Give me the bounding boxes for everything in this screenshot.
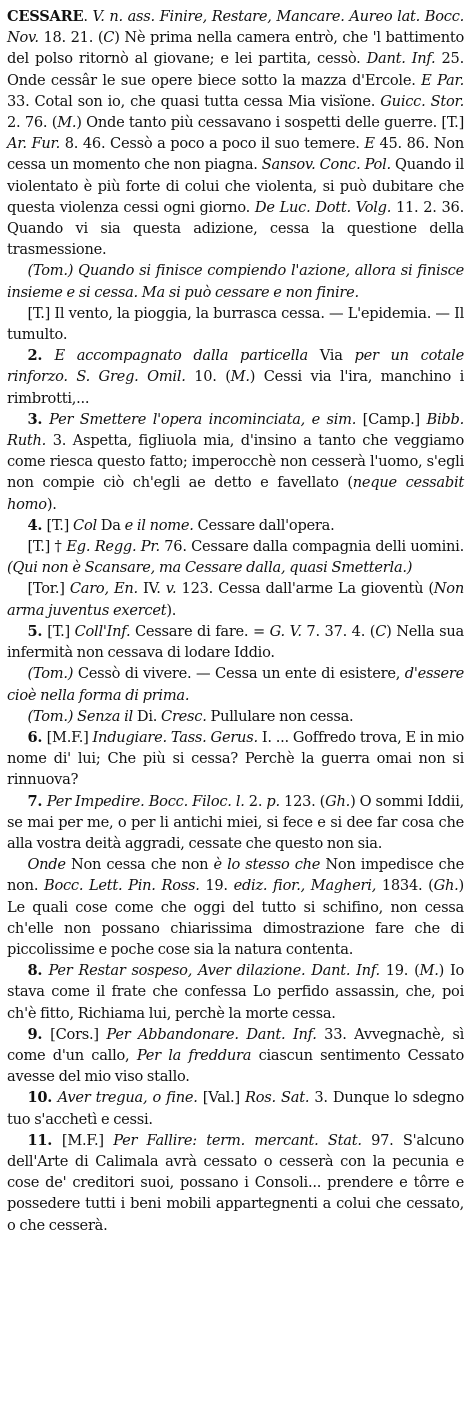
entry-paragraph-sense-8 [7,960,464,1024]
italic-text-run: Non arma juventus exercet [7,580,464,619]
text-run: [T.] † [27,538,67,556]
text-run: IV. [137,580,166,598]
text-run: [M.F.] [46,728,93,746]
text-run: 19. [199,877,234,895]
text-run: ) Cessi via l'ira, manchino i rimbrotti,... [7,368,465,407]
text-run: ciascun sentimento Cessato avesse del mio viso stallo. [7,1046,464,1086]
entry-paragraph-t-note-2 [7,536,464,578]
italic-text-run: (Tom.) Quando si finisce compiendo l'azione, allora si finisce insieme e si cessa. Ma si può cessare e non finire. [7,262,464,301]
italic-text-run: E [364,135,375,153]
text-run: 8. 46. Cessò a poco a poco il suo temere. [60,135,365,153]
text-run: 2. [244,792,267,810]
italic-text-run: De Luc. Dott. Volg. [254,198,392,216]
italic-text-run: Eg. Regg. Pr. [66,538,160,556]
headword-or-sense-number: CESSARE [7,8,84,25]
italic-text-run: M. [57,114,77,132]
text-run: 1834. ( [376,877,434,895]
entry-paragraph-t-note-1 [7,303,464,345]
entry-paragraph-sense-11 [7,1130,464,1236]
entry-paragraph-sense-7 [7,791,464,855]
italic-text-run: e il nome. [124,516,194,534]
italic-text-run: C [103,29,115,47]
italic-text-run: Per Restar sospeso, Aver dilazione. Dant. Inf. [48,962,380,980]
italic-text-run: Onde [27,856,66,874]
text-run: 11. 2. 36. Quando vi sia questa adizione, cessa la questione della trasmessione. [7,198,464,259]
italic-text-run: Aver tregua, o fine. [57,1089,198,1107]
italic-text-run: Bibb. Ruth. [7,410,464,450]
italic-text-run: C [375,622,387,640]
text-run: Cessò di vivere. — Cessa un ente di esistere, [73,665,405,683]
italic-text-run: E Par. [421,71,464,89]
italic-text-run: per un cotale rinforzo. S. Greg. Omil. [7,347,464,386]
text-run: 33. Cotal son io, che quasi tutta cessa Mia visïone. [7,92,381,110]
italic-text-run: ediz. fior., Magheri, [233,877,377,895]
entry-paragraph-sense-2 [7,345,464,409]
text-run: Di. [132,707,162,725]
entry-paragraph-sense-main [7,6,464,260]
text-run: [T.] Il vento, la pioggia, la burrasca cessa. — L'epidemia. — Il tumulto. [7,304,464,344]
text-run: [M.F.] [61,1131,114,1149]
italic-text-run: Col [73,516,97,534]
italic-text-run: Per Impedire. Bocc. Filoc. l. [46,792,245,810]
entry-paragraph-tom-note-2 [7,663,464,705]
italic-text-run: è lo stesso che [213,856,321,874]
text-run: 45. 86. Non cessa un momento che non piagna. [7,135,464,174]
headword-or-sense-number: 7. [27,792,47,810]
text-run: 123. Cessa dall'arme La gioventù ( [176,580,434,598]
italic-text-run: Gh. [325,792,351,810]
entry-paragraph-sense-3 [7,409,464,515]
entry-paragraph-tom-note-3 [7,706,464,727]
text-run: Non impedisce che non. [7,856,464,895]
italic-text-run: Ros. Sat. [245,1089,310,1107]
text-run: 7. 37. 4. ( [301,622,376,640]
italic-text-run: (Tom.) [27,665,74,683]
italic-text-run: M. [230,368,250,386]
italic-text-run: Guicc. Stor. [380,92,464,110]
text-run: ). [46,495,57,513]
text-run: [Val.] [197,1089,246,1107]
text-run: 19. ( [379,962,420,980]
text-run: [T.] [46,516,74,534]
text-run: 25. Onde cessâr le sue opere biece sotto la mazza d'Ercole. [7,50,464,89]
text-run: Non cessa che non [65,856,214,874]
text-run: ) O sommi Iddii, se mai per me, o per li antichi miei, si fece e si dee far cosa che alla vostra deità aggradi, cessate che questo non sia. [7,792,464,852]
text-run: 18. 21. ( [38,29,104,47]
italic-text-run: Cresc. [161,707,207,725]
text-run: ) Le quali cose come che oggi del tutto si schifino, non cessa ch'elle non possano chiarissima dimostrazione fare che di piccolissime e poche cose sia la natura contenta. [7,877,464,958]
italic-text-run: Gh. [433,877,459,895]
text-run: 76. Cessare dalla compagnia delli uomini. [159,538,464,556]
text-run: [T.] [47,622,75,640]
entry-paragraph-tor-note [7,578,464,620]
italic-text-run: Per Abbandonare. Dant. Inf. [106,1025,317,1043]
text-run: [Camp.] [356,410,427,428]
text-run: Via [307,347,355,365]
headword-or-sense-number: 3. [27,410,50,428]
entry-paragraph-sense-9 [7,1024,464,1088]
entry-paragraph-sense-6 [7,727,464,791]
italic-text-run: neque cessabit homo [7,474,464,513]
italic-text-run: V. n. ass. Finire, Restare, Mancare. Aureo lat. Bocc. Nov. [7,8,465,47]
headword-or-sense-number: 11. [27,1131,62,1149]
text-run: [Tor.] [27,580,70,598]
italic-text-run: v. [165,580,177,598]
italic-text-run: d'essere cioè nella forma di prima. [7,665,464,704]
italic-text-run: E accompagnato dalla particella [54,347,308,365]
headword-or-sense-number: 9. [27,1025,51,1043]
text-run: 2. 76. ( [7,114,58,132]
headword-or-sense-number: 8. [27,962,49,980]
italic-text-run: Coll'Inf. [74,622,131,640]
headword-or-sense-number: 4. [27,516,47,534]
entry-paragraph-tom-note-1 [7,260,464,302]
headword-or-sense-number: 5. [27,622,48,640]
italic-text-run: (Tom.) Senza il [27,707,133,725]
text-run: [Cors.] [50,1025,107,1043]
text-run: 97. S'alcuno dell'Arte di Calimala avrà cessato o cesserà con la pecunia e cose de' creditori suoi, possano i Consoli... prendere e tôrre e possedere tutti i beni mobili appartegnenti a colui che cessato, o che cesserà. [7,1131,465,1234]
italic-text-run: Bocc. Lett. Pin. Ross. [43,877,200,895]
text-run: Da [96,516,125,534]
entry-paragraph-sense-5 [7,621,464,663]
text-run: Cessare di fare. = [130,622,270,640]
text-run: . [83,8,93,25]
headword-or-sense-number: 10. [27,1089,58,1107]
headword-or-sense-number: 2. [27,347,55,365]
italic-text-run: Sansov. Conc. Pol. [261,156,391,174]
entry-paragraph-onde-note [7,854,464,960]
text-run: 3. Aspetta, figliuola mia, d'insino a tanto che veggiamo come riesca questo fatto; imperocchè non cesserà l'uomo, s'egli non compie ciò ch'egli ae detto e favellato ( [7,432,464,492]
text-run: ). [166,601,177,619]
italic-text-run: (Qui non è Scansare, ma Cessare dalla, quasi Smetterla.) [7,559,413,577]
italic-text-run: Dant. Inf. [366,50,436,68]
text-run: Cessare dall'opera. [193,516,335,534]
italic-text-run: p. [266,792,280,810]
italic-text-run: Per Fallire: term. mercant. Stat. [113,1131,362,1149]
italic-text-run: Caro, En. [69,580,138,598]
italic-text-run: M. [419,962,439,980]
italic-text-run: Indugiare. Tass. Gerus. [92,728,258,746]
text-run: ) Onde tanto più cessavano i sospetti delle guerre. [T.] [76,114,465,132]
text-run: ) Io stava come il frate che confessa Lo perfido assassin, che, poi ch'è fitto, Richiama lui, perchè la morte cessa. [7,962,464,1022]
italic-text-run: Per la freddura [136,1046,252,1064]
text-run: I. ... Goffredo trova, E in mio nome di' lui; Che più si cessa? Perchè la guerra omai non si rinnuova? [7,728,464,789]
text-run: 10. ( [185,368,231,386]
text-run: 3. Dunque lo sdegno tuo s'acchetì e cessi. [7,1089,464,1128]
text-run: 33. Avvegnachè, sì come d'un callo, [7,1025,464,1064]
dictionary-entry-cessare [7,6,464,1236]
entry-paragraph-sense-4 [7,515,464,536]
text-run: ) Nè prima nella camera entrò, che 'l battimento del polso ritornò al giovane; e lei partita, cessò. [7,29,464,68]
text-run: Quando il violentato è più forte di colui che violenta, si può dubitare che questa violenza cessi ogni giorno. [7,156,464,216]
italic-text-run: Per Smettere l'opera incominciata, e sim. [49,410,357,428]
text-run: 123. ( [279,792,326,810]
italic-text-run: Ar. Fur. [7,135,61,153]
headword-or-sense-number: 6. [27,728,47,746]
text-run: ) Nella sua infermità non cessava di lodare Iddio. [7,622,464,662]
entry-paragraph-sense-10 [7,1087,464,1129]
text-run: Pullulare non cessa. [206,707,354,725]
italic-text-run: G. V. [269,622,302,640]
